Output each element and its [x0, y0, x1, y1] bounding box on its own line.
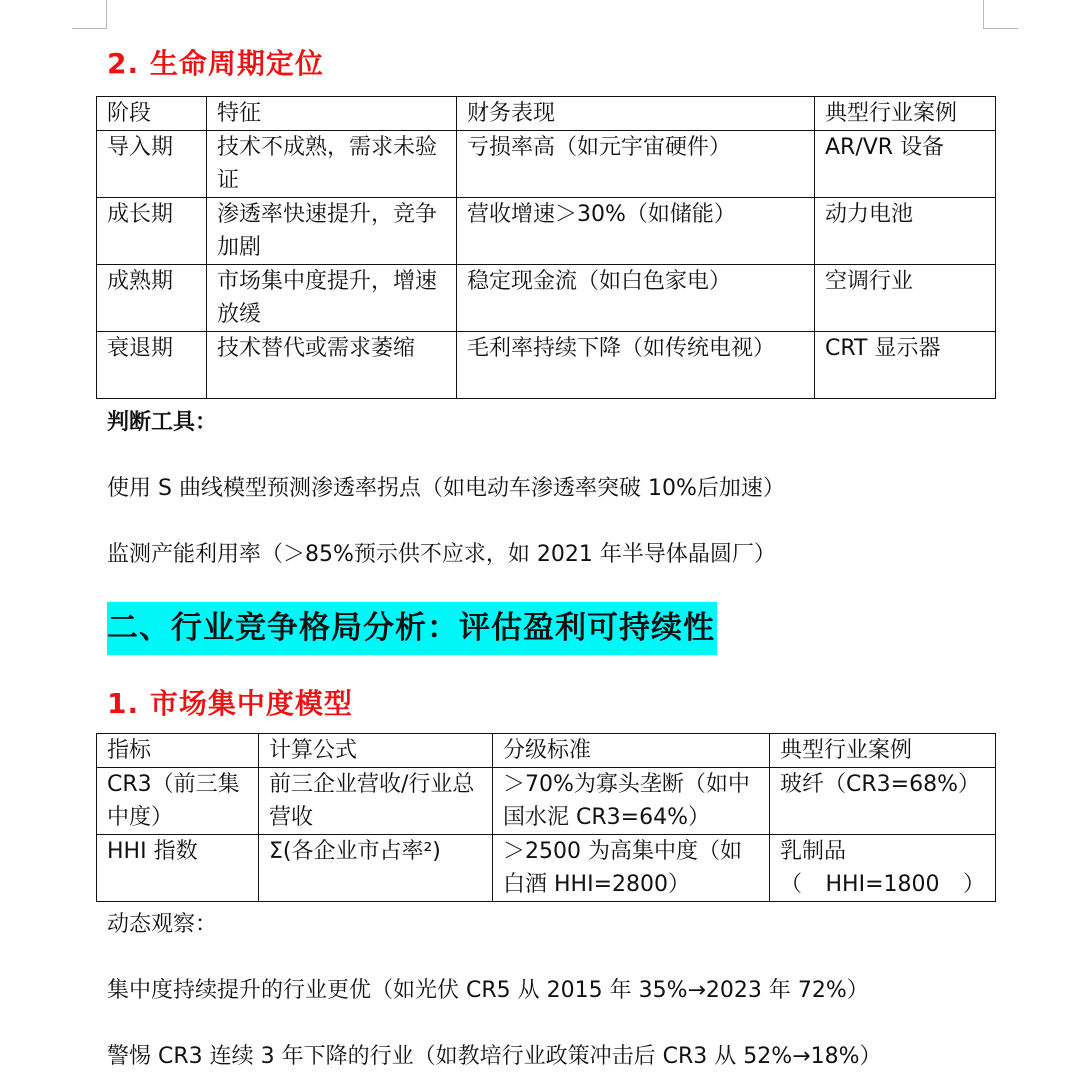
lifecycle-cell-financials: 营收增速＞30%（如储能）	[457, 198, 815, 265]
observe-item-rising: 集中度持续提升的行业更优（如光伏 CR5 从 2015 年 35%→2023 年 72%）	[107, 978, 869, 1003]
lifecycle-cell-feature: 技术不成熟，需求未验证	[207, 131, 457, 198]
concentration-cell-metric: HHI 指数	[97, 835, 259, 902]
concentration-table-header-row	[97, 734, 996, 768]
concentration-table	[96, 733, 996, 902]
concentration-cell-cases: 乳制品（HHI=1800）	[770, 835, 996, 902]
lifecycle-header-cases: 典型行业案例	[815, 97, 996, 131]
lifecycle-cell-cases: AR/VR 设备	[815, 131, 996, 198]
lifecycle-cell-feature: 市场集中度提升，增速放缓	[207, 265, 457, 332]
table-row	[97, 332, 996, 399]
lifecycle-cell-stage: 成熟期	[97, 265, 207, 332]
lifecycle-heading: 2. 生命周期定位	[107, 47, 324, 80]
lifecycle-table-header-row	[97, 97, 996, 131]
lifecycle-cell-feature: 技术替代或需求萎缩	[207, 332, 457, 399]
lifecycle-cell-feature: 渗透率快速提升，竞争加剧	[207, 198, 457, 265]
concentration-header-metric: 指标	[97, 734, 259, 768]
lifecycle-cell-financials: 毛利率持续下降（如传统电视）	[457, 332, 815, 399]
concentration-cell-cases: 玻纤（CR3=68%）	[770, 768, 996, 835]
competition-section-title: 二、行业竞争格局分析：评估盈利可持续性	[107, 602, 717, 655]
concentration-header-formula: 计算公式	[259, 734, 493, 768]
lifecycle-cell-cases: 空调行业	[815, 265, 996, 332]
concentration-cell-criteria: ＞2500 为高集中度（如白酒 HHI=2800）	[493, 835, 770, 902]
margin-corner-mark-left	[72, 0, 107, 29]
lifecycle-cell-stage: 导入期	[97, 131, 207, 198]
table-row	[97, 131, 996, 198]
table-row	[97, 265, 996, 332]
concentration-cell-criteria: ＞70%为寡头垄断（如中国水泥 CR3=64%）	[493, 768, 770, 835]
concentration-header-criteria: 分级标准	[493, 734, 770, 768]
lifecycle-header-financials: 财务表现	[457, 97, 815, 131]
lifecycle-table	[96, 96, 996, 399]
table-row	[97, 768, 996, 835]
lifecycle-cell-cases: 动力电池	[815, 198, 996, 265]
lifecycle-header-stage: 阶段	[97, 97, 207, 131]
table-row	[97, 835, 996, 902]
tools-item-s-curve: 使用 S 曲线模型预测渗透率拐点（如电动车渗透率突破 10%后加速）	[107, 476, 785, 501]
table-row	[97, 198, 996, 265]
lifecycle-cell-stage: 衰退期	[97, 332, 207, 399]
lifecycle-cell-financials: 稳定现金流（如白色家电）	[457, 265, 815, 332]
lifecycle-header-feature: 特征	[207, 97, 457, 131]
concentration-cell-metric: CR3（前三集中度）	[97, 768, 259, 835]
concentration-cell-formula: Σ(各企业市占率²)	[259, 835, 493, 902]
lifecycle-cell-financials: 亏损率高（如元宇宙硬件）	[457, 131, 815, 198]
observe-item-declining: 警惕 CR3 连续 3 年下降的行业（如教培行业政策冲击后 CR3 从 52%→18%）	[107, 1044, 882, 1069]
concentration-cell-formula: 前三企业营收/行业总营收	[259, 768, 493, 835]
concentration-heading: 1. 市场集中度模型	[107, 687, 353, 720]
lifecycle-cell-cases: CRT 显示器	[815, 332, 996, 399]
concentration-header-cases: 典型行业案例	[770, 734, 996, 768]
observe-label: 动态观察：	[107, 912, 218, 937]
lifecycle-cell-stage: 成长期	[97, 198, 207, 265]
tools-label: 判断工具：	[107, 410, 218, 435]
margin-corner-mark-right	[983, 0, 1018, 29]
tools-item-capacity: 监测产能利用率（＞85%预示供不应求，如 2021 年半导体晶圆厂）	[107, 542, 776, 567]
